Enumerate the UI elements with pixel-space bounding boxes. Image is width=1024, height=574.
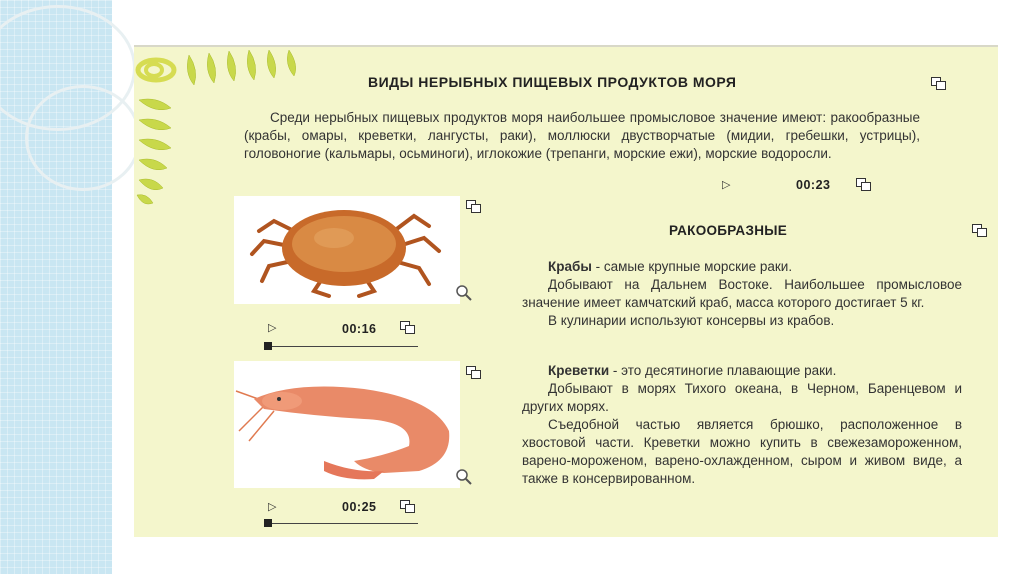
window-icon[interactable] [931,77,947,91]
crab-image [234,196,460,304]
shrimp-definition [522,362,962,380]
crabs-def-text: - самые крупные морские раки. [591,259,793,274]
zoom-icon[interactable] [455,468,473,486]
crabs-definition [522,258,962,276]
window-icon[interactable] [856,178,872,192]
shrimp-image [234,361,460,488]
intro-paragraph [244,109,920,163]
window-icon[interactable] [400,321,416,335]
window-icon[interactable] [466,200,482,214]
crab-audio-slider-handle[interactable] [264,342,272,350]
shrimp-audio-slider-handle[interactable] [264,519,272,527]
crabs-section [522,258,962,330]
shrimp-def-text: - это десятиногие плавающие раки. [609,363,837,378]
decor-ring [25,85,141,191]
intro-text: Среди нерыбных пищевых продуктов моря наибольшее промысловое значение имеют: ракообразные (крабы, омары, креветки, лангусты, раки), моллюски двустворчатые (мидии, гребешки, устрицы), головоногие (кальмары, осьминоги), иглокожие (трепанги, морские ежи), морские водоросли. [244,110,920,161]
crabs-term: Крабы [548,259,592,274]
shrimp-term: Креветки [548,363,610,378]
window-icon[interactable] [466,366,482,380]
shrimp-paragraph: Добывают в морях Тихого океана, в Черном, Баренцевом и других морях. [522,381,962,414]
crab-audio-time: 00:16 [342,322,377,336]
shrimp-audio-track[interactable] [266,523,418,524]
window-icon[interactable] [972,224,988,238]
shrimp-section [522,362,962,488]
play-icon[interactable]: ▷ [722,179,731,191]
shrimp-paragraph: Съедобной частью является брюшко, расположенное в хвостовой части. Креветки можно купить в свежезамороженном, варено-мороженом, варено-охлажденном, сыром и живом виде, а также в консервированном. [522,417,962,486]
crabs-paragraph: В кулинарии используют консервы из крабов. [548,313,835,328]
shrimp-audio-time: 00:25 [342,500,377,514]
crabs-paragraph: Добывают на Дальнем Востоке. Наибольшее промысловое значение имеет камчатский краб, масса которого достигает 5 кг. [522,277,962,310]
section-title: РАКООБРАЗНЫЕ [669,223,788,238]
intro-audio-time: 00:23 [796,178,831,192]
page-title: ВИДЫ НЕРЫБНЫХ ПИЩЕВЫХ ПРОДУКТОВ МОРЯ [368,74,737,90]
window-icon[interactable] [400,500,416,514]
zoom-icon[interactable] [455,284,473,302]
play-icon[interactable]: ▷ [268,322,277,334]
play-icon[interactable]: ▷ [268,501,277,513]
crab-audio-track[interactable] [266,346,418,347]
